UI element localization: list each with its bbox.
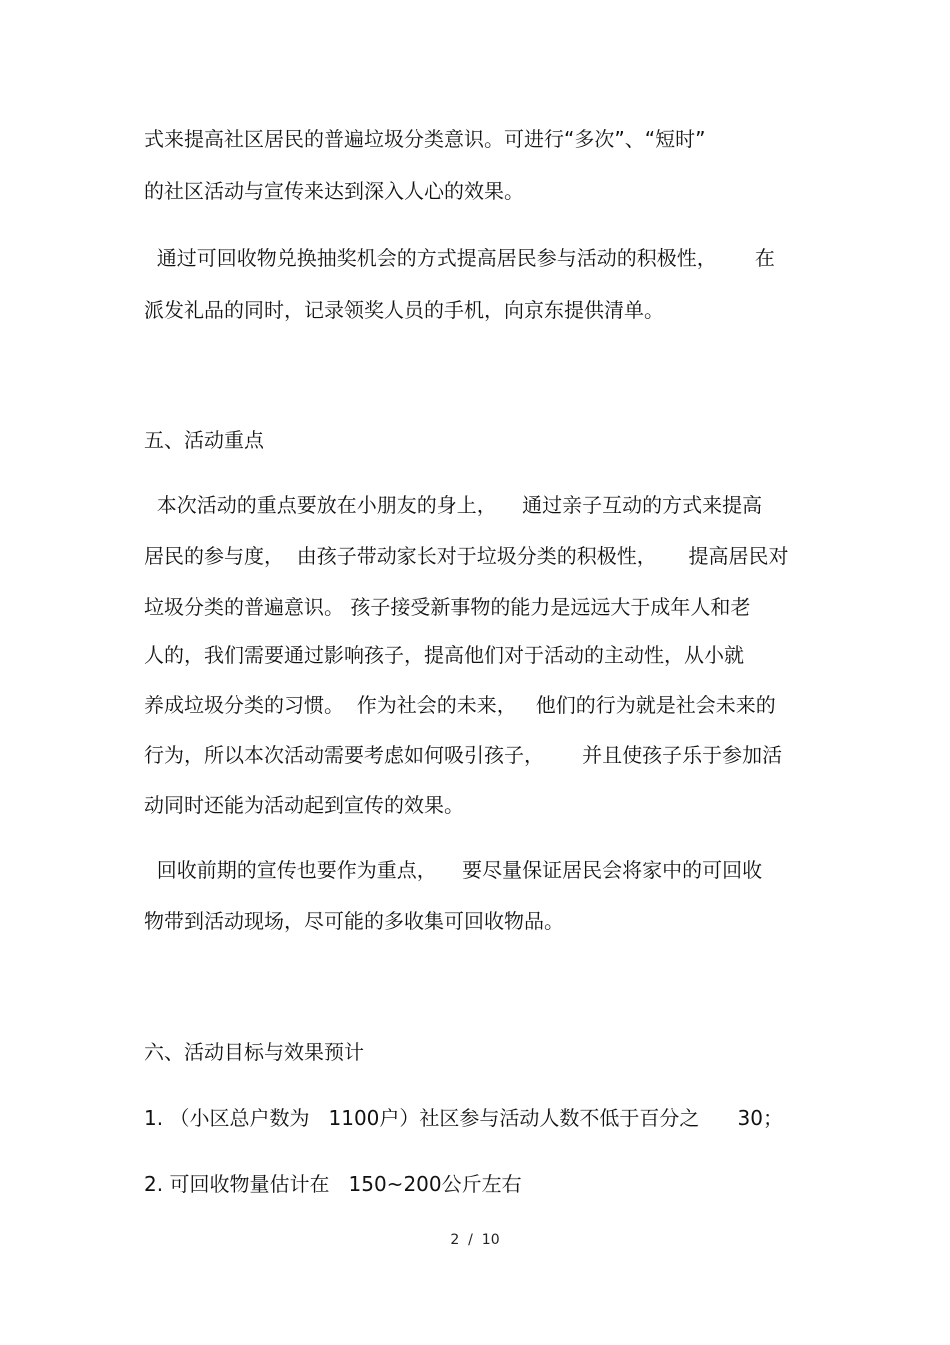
page-indicator: 2 / 10 [450, 1232, 500, 1248]
text-line: 行为，所以本次活动需要考虑如何吸引孩子， 并且使孩子乐于参加活 [144, 743, 783, 767]
text-line: 通过可回收物兑换抽奖机会的方式提高居民参与活动的积极性， 在 [144, 246, 775, 270]
text-line: 回收前期的宣传也要作为重点， 要尽量保证居民会将家中的可回收 [144, 858, 763, 882]
section-heading: 六、活动目标与效果预计 [144, 1040, 364, 1064]
text-line: 养成垃圾分类的习惯。 作为社会的未来， 他们的行为就是社会未来的 [144, 693, 776, 717]
text-line: 居民的参与度， 由孩子带动家长对于垃圾分类的积极性， 提高居民对 [144, 544, 789, 568]
list-item: 2. 可回收物量估计在 150~200公斤左右 [144, 1172, 522, 1196]
text-line: 派发礼品的同时，记录领奖人员的手机，向京东提供清单。 [144, 298, 664, 322]
section-heading: 五、活动重点 [144, 428, 264, 452]
text-line: 垃圾分类的普遍意识。 孩子接受新事物的能力是远远大于成年人和老 [144, 595, 751, 619]
text-line: 式来提高社区居民的普遍垃圾分类意识。可进行“多次”、“短时” [144, 127, 706, 151]
text-line: 动同时还能为活动起到宣传的效果。 [144, 793, 464, 817]
text-line: 人的，我们需要通过影响孩子，提高他们对于活动的主动性，从小就 [144, 643, 744, 667]
text-line: 物带到活动现场，尽可能的多收集可回收物品。 [144, 909, 564, 933]
list-item: 1. （小区总户数为 1100户）社区参与活动人数不低于百分之 30； [144, 1106, 784, 1130]
text-line: 的社区活动与宣传来达到深入人心的效果。 [144, 179, 524, 203]
text-line: 本次活动的重点要放在小朋友的身上， 通过亲子互动的方式来提高 [144, 493, 763, 517]
